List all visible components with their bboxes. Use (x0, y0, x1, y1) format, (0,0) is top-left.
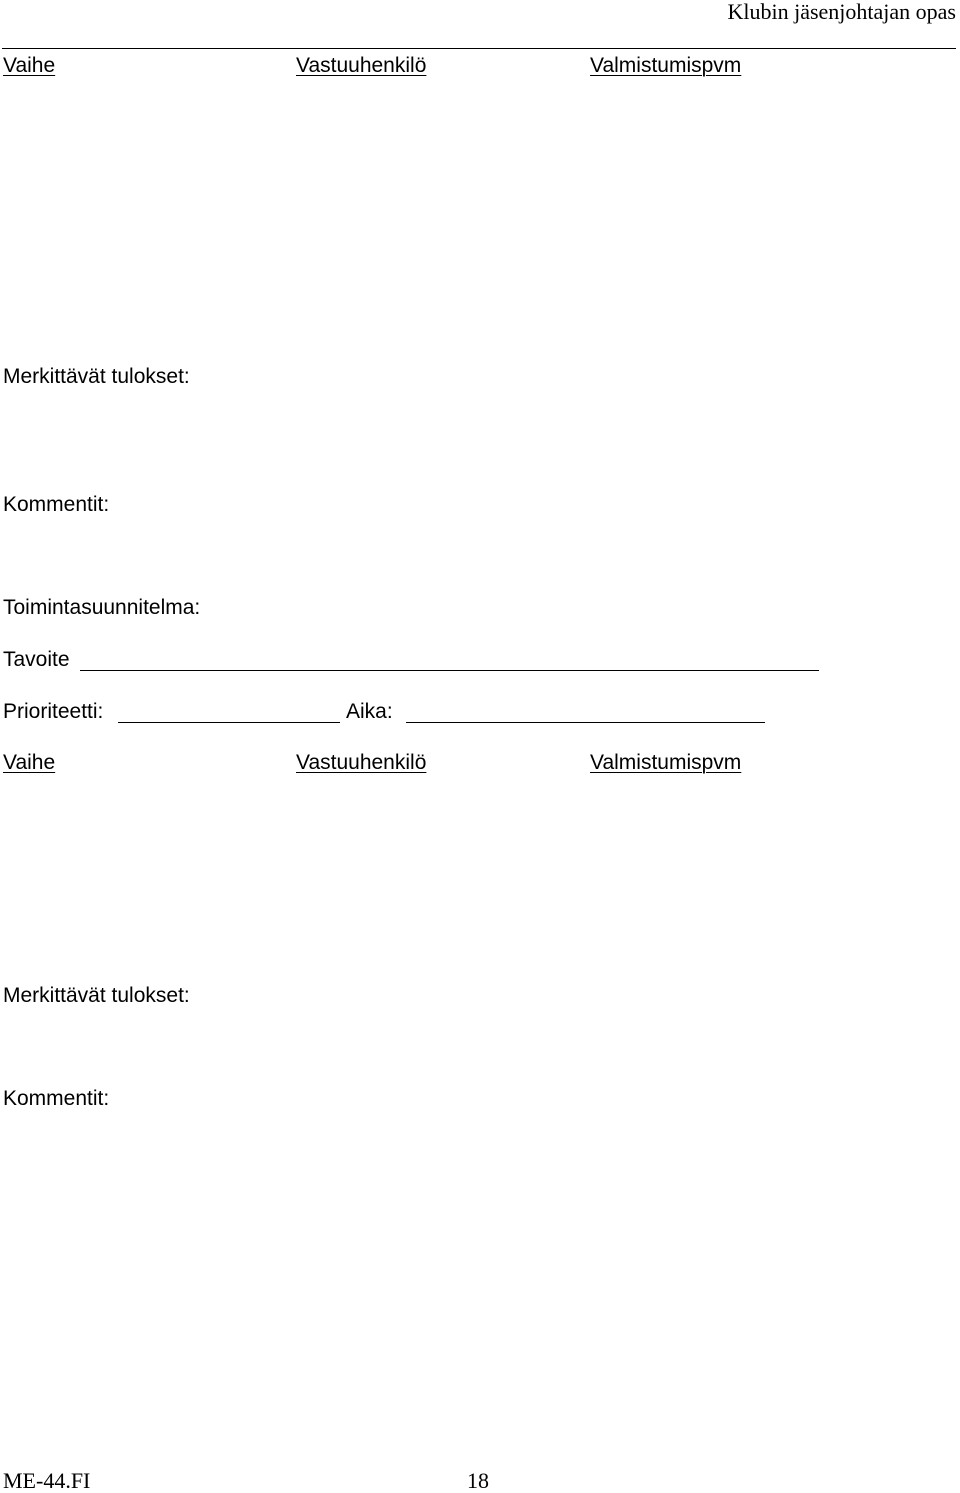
results-label: Merkittävät tulokset: (3, 984, 190, 1007)
priority-fill-line[interactable] (118, 722, 340, 723)
footer-page-number: 18 (467, 1468, 489, 1493)
time-fill-line[interactable] (406, 722, 765, 723)
action-plan-heading: Toimintasuunnitelma: (3, 596, 201, 619)
column-header-step: Vaihe (3, 751, 56, 774)
comments-label: Kommentit: (3, 493, 110, 516)
column-header-owner: Vastuuhenkilö (296, 751, 427, 774)
header-rule (2, 48, 956, 49)
document-header-title: Klubin jäsenjohtajan opas (727, 0, 956, 24)
comments-label: Kommentit: (3, 1087, 110, 1110)
goal-label: Tavoite (3, 648, 70, 671)
footer-doc-code: ME-44.FI (3, 1468, 91, 1493)
column-header-step: Vaihe (3, 54, 56, 77)
results-label: Merkittävät tulokset: (3, 365, 190, 388)
time-label: Aika: (346, 700, 393, 723)
column-header-owner: Vastuuhenkilö (296, 54, 427, 77)
column-header-due-date: Valmistumispvm (590, 54, 742, 77)
goal-fill-line[interactable] (80, 670, 819, 671)
priority-label: Prioriteetti: (3, 700, 104, 723)
column-header-due-date: Valmistumispvm (590, 751, 742, 774)
